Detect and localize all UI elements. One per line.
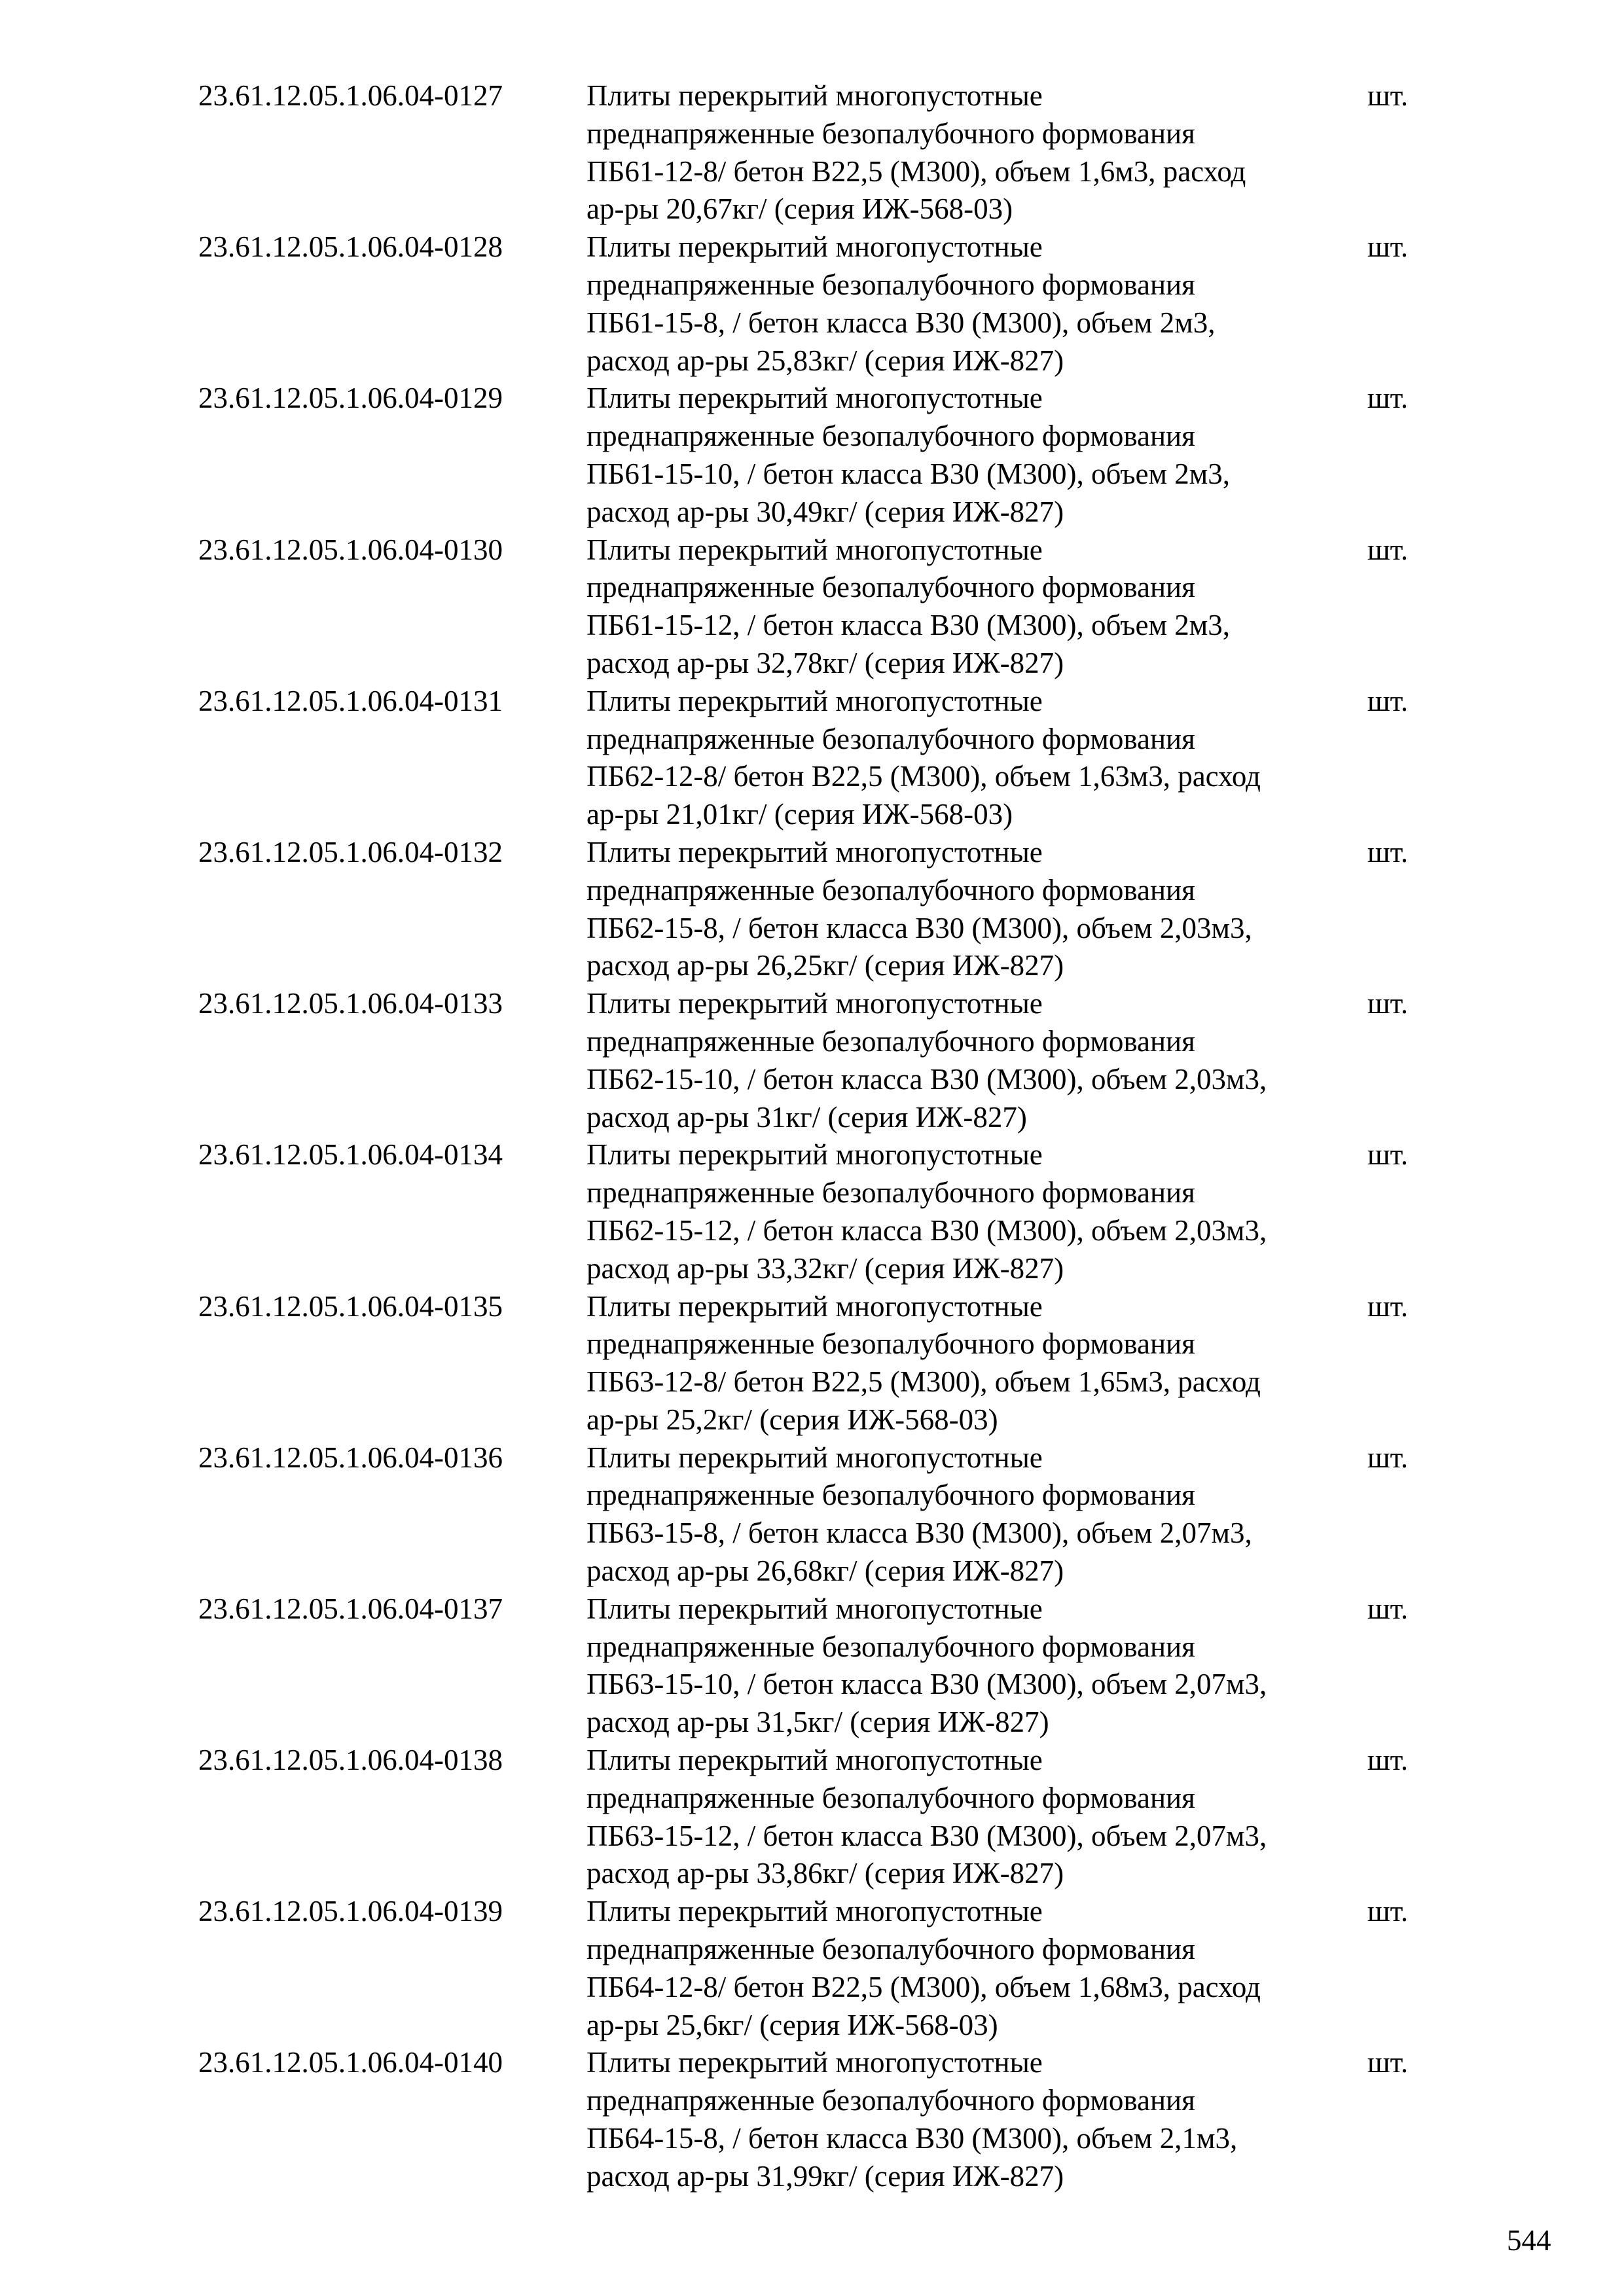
description-line: Плиты перекрытий многопустотные [586,684,1043,717]
item-code: 23.61.12.05.1.06.04-0132 [198,835,503,869]
materials-list [198,77,1442,2196]
description-line: ПБ62-15-10, / бетон класса В30 (М300), объем 2,03м3, [586,1062,1267,1096]
description-line: ПБ63-15-12, / бетон класса В30 (М300), объем 2,07м3, [586,1819,1267,1852]
description-line: Плиты перекрытий многопустотные [586,1592,1043,1625]
item-description [586,834,1367,985]
description-line: преднапряженные безопалубочного формования [586,1630,1195,1663]
item-description [586,2044,1367,2195]
item-description [586,683,1367,834]
item-description [586,77,1367,228]
item-code: 23.61.12.05.1.06.04-0138 [198,1744,503,1777]
item-code: 23.61.12.05.1.06.04-0135 [198,1289,503,1323]
list-item [198,77,1442,228]
description-line: ПБ62-15-8, / бетон класса В30 (М300), объем 2,03м3, [586,911,1252,944]
description-line: ар-ры 25,2кг/ (серия ИЖ-568-03) [586,1403,998,1436]
item-description [586,1439,1367,1590]
item-description [586,985,1367,1136]
description-line: преднапряженные безопалубочного формования [586,117,1195,150]
description-line: ар-ры 20,67кг/ (серия ИЖ-568-03) [586,192,1013,226]
item-code: 23.61.12.05.1.06.04-0129 [198,382,503,415]
description-line: Плиты перекрытий многопустотные [586,987,1043,1020]
description-line: преднапряженные безопалубочного формования [586,1933,1195,1966]
item-code: 23.61.12.05.1.06.04-0134 [198,1138,503,1172]
list-item [198,2044,1442,2195]
item-description [586,1288,1367,1439]
item-unit: шт. [1367,987,1409,1020]
description-line: ПБ63-12-8/ бетон В22,5 (М300), объем 1,65м3, расход [586,1365,1261,1399]
description-line: преднапряженные безопалубочного формования [586,571,1195,604]
description-line: ПБ63-15-10, / бетон класса В30 (М300), объем 2,07м3, [586,1668,1267,1701]
item-description [586,1136,1367,1287]
item-description [586,531,1367,683]
item-code: 23.61.12.05.1.06.04-0139 [198,1895,503,1928]
description-line: ПБ62-15-12, / бетон класса В30 (М300), объем 2,03м3, [586,1213,1267,1247]
description-line: Плиты перекрытий многопустотные [586,2046,1043,2079]
description-line: Плиты перекрытий многопустотные [586,1744,1043,1777]
description-line: Плиты перекрытий многопустотные [586,1138,1043,1172]
description-line: ПБ62-12-8/ бетон В22,5 (М300), объем 1,63м3, расход [586,760,1261,793]
item-unit: шт. [1367,1441,1409,1474]
description-line: Плиты перекрытий многопустотные [586,835,1043,869]
description-line: преднапряженные безопалубочного формования [586,2084,1195,2117]
list-item [198,834,1442,985]
item-description [586,1590,1367,1742]
description-line: Плиты перекрытий многопустотные [586,79,1043,112]
item-description [586,1742,1367,1893]
item-code: 23.61.12.05.1.06.04-0130 [198,533,503,566]
item-code: 23.61.12.05.1.06.04-0128 [198,230,503,264]
description-line: Плиты перекрытий многопустотные [586,533,1043,566]
description-line: преднапряженные безопалубочного формования [586,1024,1195,1058]
description-line: расход ар-ры 30,49кг/ (серия ИЖ-827) [586,495,1064,528]
description-line: Плиты перекрытий многопустотные [586,1895,1043,1928]
list-item [198,531,1442,683]
item-code: 23.61.12.05.1.06.04-0140 [198,2046,503,2079]
item-unit: шт. [1367,1895,1409,1928]
description-line: ар-ры 25,6кг/ (серия ИЖ-568-03) [586,2008,998,2041]
item-unit: шт. [1367,79,1409,112]
item-unit: шт. [1367,533,1409,566]
description-line: Плиты перекрытий многопустотные [586,382,1043,415]
description-line: расход ар-ры 32,78кг/ (серия ИЖ-827) [586,646,1064,679]
list-item [198,1288,1442,1439]
description-line: ПБ64-15-8, / бетон класса В30 (М300), объем 2,1м3, [586,2122,1238,2155]
description-line: расход ар-ры 25,83кг/ (серия ИЖ-827) [586,344,1064,377]
item-code: 23.61.12.05.1.06.04-0133 [198,987,503,1020]
item-code: 23.61.12.05.1.06.04-0131 [198,684,503,717]
list-item [198,380,1442,531]
item-description [586,380,1367,531]
description-line: расход ар-ры 31,99кг/ (серия ИЖ-827) [586,2159,1064,2193]
description-line: расход ар-ры 31,5кг/ (серия ИЖ-827) [586,1706,1049,1739]
item-unit: шт. [1367,1138,1409,1172]
item-description [586,1893,1367,2044]
description-line: ар-ры 21,01кг/ (серия ИЖ-568-03) [586,798,1013,831]
item-code: 23.61.12.05.1.06.04-0136 [198,1441,503,1474]
item-unit: шт. [1367,382,1409,415]
description-line: преднапряженные безопалубочного формования [586,722,1195,755]
item-description [586,228,1367,380]
item-unit: шт. [1367,835,1409,869]
description-line: расход ар-ры 33,86кг/ (серия ИЖ-827) [586,1857,1064,1890]
description-line: ПБ64-12-8/ бетон В22,5 (М300), объем 1,68м3, расход [586,1970,1261,2003]
description-line: расход ар-ры 33,32кг/ (серия ИЖ-827) [586,1251,1064,1285]
item-unit: шт. [1367,2046,1409,2079]
item-unit: шт. [1367,230,1409,264]
list-item [198,1590,1442,1742]
description-line: преднапряженные безопалубочного формования [586,1176,1195,1210]
description-line: ПБ61-15-8, / бетон класса В30 (М300), объем 2м3, [586,306,1216,339]
list-item [198,1439,1442,1590]
page-number: 544 [1507,2224,1551,2257]
list-item [198,1742,1442,1893]
description-line: ПБ61-15-12, / бетон класса В30 (М300), объем 2м3, [586,609,1230,642]
description-line: Плиты перекрытий многопустотные [586,1441,1043,1474]
item-unit: шт. [1367,684,1409,717]
description-line: Плиты перекрытий многопустотные [586,230,1043,264]
list-item [198,1136,1442,1287]
description-line: преднапряженные безопалубочного формования [586,1781,1195,1814]
list-item [198,683,1442,834]
list-item [198,228,1442,380]
description-line: ПБ61-15-10, / бетон класса В30 (М300), объем 2м3, [586,457,1230,490]
description-line: преднапряженные безопалубочного формования [586,268,1195,301]
list-item [198,1893,1442,2044]
description-line: расход ар-ры 26,25кг/ (серия ИЖ-827) [586,949,1064,982]
description-line: преднапряженные безопалубочного формования [586,1327,1195,1361]
description-line: ПБ61-12-8/ бетон В22,5 (М300), объем 1,6м3, расход [586,154,1246,188]
item-unit: шт. [1367,1744,1409,1777]
description-line: преднапряженные безопалубочного формования [586,420,1195,453]
description-line: расход ар-ры 26,68кг/ (серия ИЖ-827) [586,1554,1064,1588]
item-code: 23.61.12.05.1.06.04-0137 [198,1592,503,1625]
description-line: преднапряженные безопалубочного формования [586,1479,1195,1512]
item-code: 23.61.12.05.1.06.04-0127 [198,79,503,112]
description-line: расход ар-ры 31кг/ (серия ИЖ-827) [586,1100,1027,1134]
description-line: Плиты перекрытий многопустотные [586,1289,1043,1323]
item-unit: шт. [1367,1592,1409,1625]
list-item [198,985,1442,1136]
description-line: ПБ63-15-8, / бетон класса В30 (М300), объем 2,07м3, [586,1516,1252,1550]
item-unit: шт. [1367,1289,1409,1323]
description-line: преднапряженные безопалубочного формования [586,873,1195,906]
